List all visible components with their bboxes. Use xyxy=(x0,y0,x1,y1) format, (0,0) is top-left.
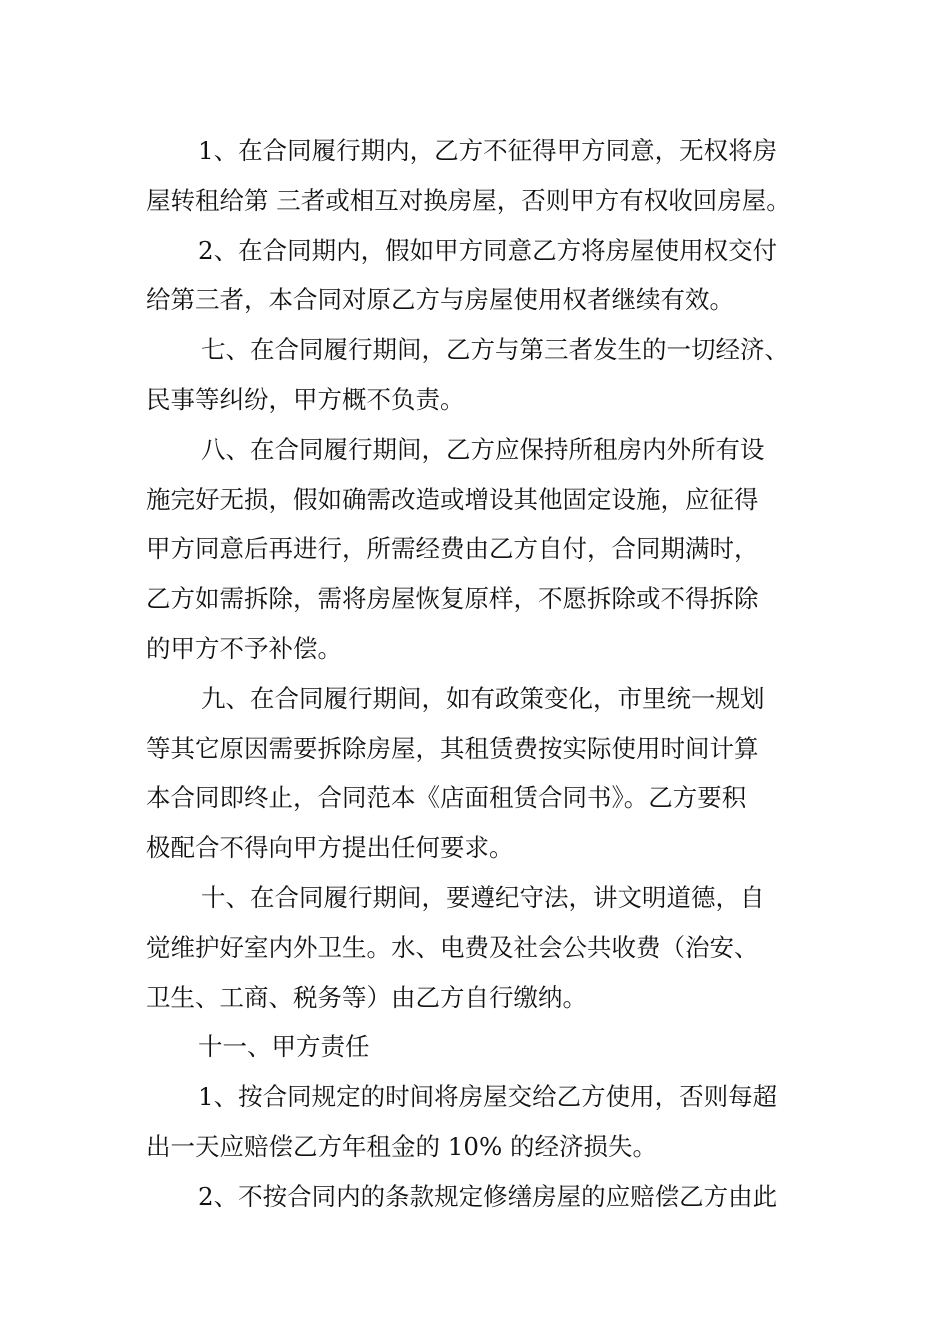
clause-8-line-4: 乙方如需拆除，需将房屋恢复原样，不愿拆除或不得拆除 xyxy=(146,584,759,614)
clause-9-line-4: 极配合不得向甲方提出任何要求。 xyxy=(146,833,514,863)
clause-10-line-2: 觉维护好室内外卫生。水、电费及社会公共收费（治安、 xyxy=(146,932,759,962)
clause-6-2-line-1: 2、在合同期内，假如甲方同意乙方将房屋使用权交付 xyxy=(198,235,778,265)
clause-11-1-line-2: 出一天应赔偿乙方年租金的 10% 的经济损失。 xyxy=(146,1131,658,1161)
clause-8-line-2: 施完好无损，假如确需改造或增设其他固定设施，应征得 xyxy=(146,484,759,514)
clause-7-line-1: 七、在合同履行期间，乙方与第三者发生的一切经济、 xyxy=(201,335,789,365)
clause-8-line-1: 八、在合同履行期间，乙方应保持所租房内外所有设 xyxy=(201,434,765,464)
section-heading-party-a: 十一、甲方责任 xyxy=(198,1032,370,1062)
clause-7-line-2: 民事等纠纷，甲方概不负责。 xyxy=(146,384,465,414)
clause-9-line-3: 本合同即终止，合同范本《店面租赁合同书》。乙方要积 xyxy=(146,783,747,813)
clause-9-line-1: 九、在合同履行期间，如有政策变化，市里统一规划 xyxy=(201,683,765,713)
clause-8-line-5: 的甲方不予补偿。 xyxy=(146,633,342,663)
clause-10-line-1: 十、在合同履行期间，要遵纪守法，讲文明道德，自 xyxy=(201,882,765,912)
clause-11-1-line-1: 1、按合同规定的时间将房屋交给乙方使用，否则每超 xyxy=(198,1082,778,1112)
clause-8-line-3: 甲方同意后再进行，所需经费由乙方自付，合同期满时， xyxy=(146,534,759,564)
clause-9-line-2: 等其它原因需要拆除房屋，其租赁费按实际使用时间计算 xyxy=(146,733,759,763)
clause-6-1-line-2: 屋转租给第 三者或相互对换房屋，否则甲方有权收回房屋。 xyxy=(146,185,791,215)
clause-10-line-3: 卫生、工商、税务等）由乙方自行缴纳。 xyxy=(146,982,587,1012)
clause-6-1-line-1: 1、在合同履行期内，乙方不征得甲方同意，无权将房 xyxy=(198,136,778,165)
clause-6-2-line-2: 给第三者，本合同对原乙方与房屋使用权者继续有效。 xyxy=(146,285,734,315)
document-body xyxy=(146,126,826,1222)
clause-11-2-line-1: 2、不按合同内的条款规定修缮房屋的应赔偿乙方由此 xyxy=(198,1181,778,1211)
